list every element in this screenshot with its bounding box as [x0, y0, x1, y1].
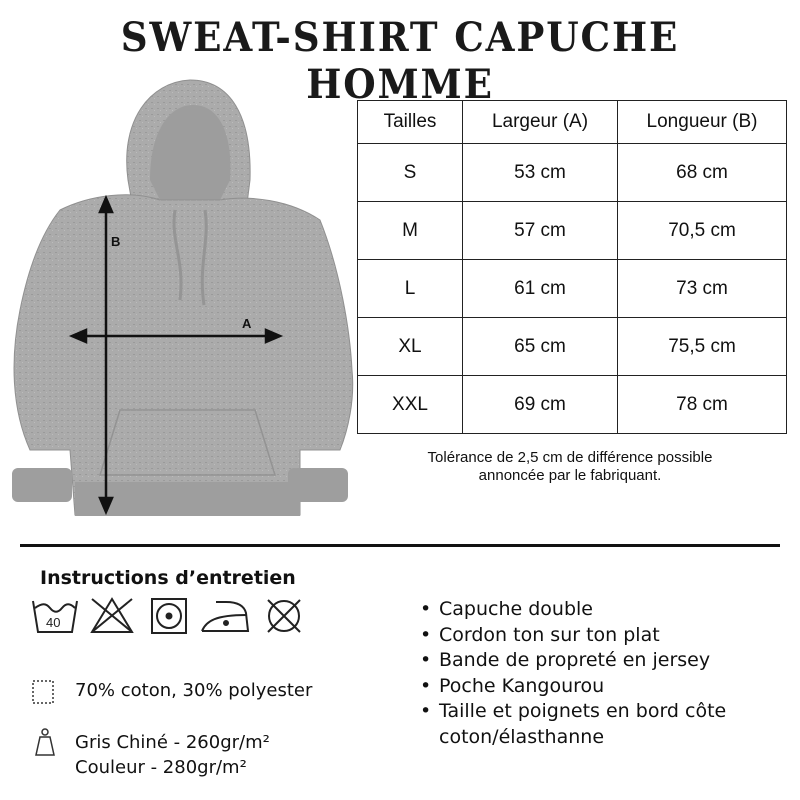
- weight-line-1: Gris Chiné - 260gr/m²: [75, 732, 270, 753]
- size-cell: M: [358, 202, 463, 260]
- table-row: [358, 376, 787, 434]
- weight-info: [75, 730, 270, 780]
- wash-40-icon: [33, 601, 77, 632]
- width-cell: 61 cm: [463, 260, 618, 318]
- size-cell: L: [358, 260, 463, 318]
- table-row: [358, 318, 787, 376]
- list-item: • Cordon ton sur ton plat: [415, 623, 775, 649]
- no-dry-clean-icon: [268, 600, 300, 632]
- length-cell: 68 cm: [618, 144, 787, 202]
- table-header-row: [358, 101, 787, 144]
- hoodie-diagram: [0, 70, 360, 530]
- length-cell: 70,5 cm: [618, 202, 787, 260]
- list-item: • Taille et poignets en bord côte coton/élasthanne: [415, 699, 775, 750]
- list-item: • Poche Kangourou: [415, 674, 775, 700]
- features-list: [415, 597, 775, 750]
- tolerance-line-1: Tolérance de 2,5 cm de différence possible: [427, 449, 713, 466]
- section-divider: [20, 544, 780, 547]
- weight-line-2: Couleur - 280gr/m²: [75, 757, 247, 778]
- size-table: [357, 100, 787, 434]
- care-icons: [30, 595, 320, 637]
- no-bleach-icon: [92, 599, 132, 632]
- column-header: Tailles: [358, 101, 463, 144]
- svg-text:40: 40: [46, 615, 61, 630]
- column-header: Longueur (B): [618, 101, 787, 144]
- measure-b-label: B: [111, 234, 121, 249]
- size-cell: XXL: [358, 376, 463, 434]
- list-item: • Capuche double: [415, 597, 775, 623]
- size-cell: S: [358, 144, 463, 202]
- tolerance-line-2: annoncée par le fabriquant.: [478, 467, 662, 484]
- length-cell: 73 cm: [618, 260, 787, 318]
- width-cell: 69 cm: [463, 376, 618, 434]
- width-cell: 65 cm: [463, 318, 618, 376]
- measure-a-label: A: [242, 316, 252, 331]
- page-title: SWEAT-SHIRT CAPUCHE HOMME: [120, 14, 680, 108]
- weight-icon: [34, 727, 56, 757]
- tumble-dry-icon: [152, 599, 186, 633]
- care-title: Instructions d’entretien: [40, 567, 296, 589]
- hoodie-body: [12, 80, 353, 516]
- size-cell: XL: [358, 318, 463, 376]
- width-cell: 53 cm: [463, 144, 618, 202]
- width-cell: 57 cm: [463, 202, 618, 260]
- table-row: [358, 144, 787, 202]
- column-header: Largeur (A): [463, 101, 618, 144]
- length-cell: 75,5 cm: [618, 318, 787, 376]
- list-item: • Bande de propreté en jersey: [415, 648, 775, 674]
- fabric-swatch-icon: [30, 678, 56, 706]
- fabric-composition: 70% coton, 30% polyester: [75, 680, 313, 701]
- tolerance-note: [360, 449, 780, 485]
- table-row: [358, 202, 787, 260]
- length-cell: 78 cm: [618, 376, 787, 434]
- table-row: [358, 260, 787, 318]
- iron-low-icon: [202, 602, 248, 631]
